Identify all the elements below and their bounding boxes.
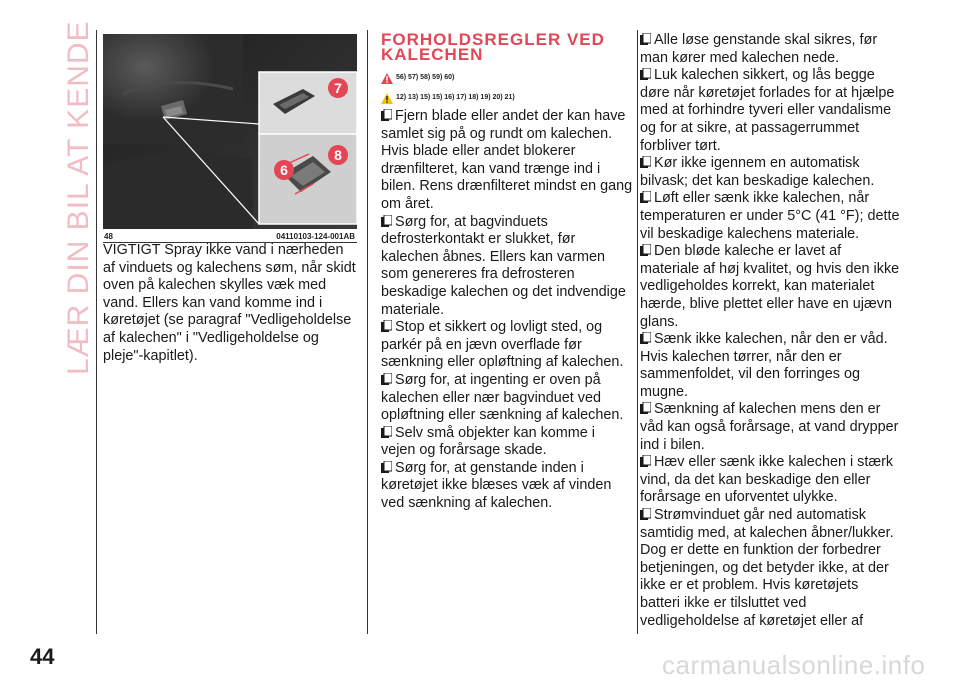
convertible-top-photo bbox=[103, 34, 357, 229]
list-item-text: Strømvinduet går ned automatisk samtidig med, at kalechen åbner/lukker. Dog er dette en funktion der forbedrer betjeningen, og det betyder ikke, at der ikke er et problem. Hvis køretøjets batteri ikke er tilsluttet ved vedligeholdelse af køretøjet eller af bbox=[640, 507, 894, 629]
bullet-icon bbox=[640, 33, 651, 45]
list-item bbox=[381, 214, 633, 320]
bullet-icon bbox=[640, 332, 651, 344]
list-item bbox=[640, 190, 902, 243]
callout-7-label: 7 bbox=[334, 80, 342, 96]
warning-refs: 56) 57) 58) 59) 60) bbox=[396, 74, 455, 82]
list-item bbox=[640, 454, 902, 507]
section-heading bbox=[381, 32, 633, 62]
bullet-icon bbox=[640, 508, 651, 520]
bullet-icon bbox=[381, 320, 392, 332]
bullet-icon bbox=[640, 244, 651, 256]
callout-6-label: 6 bbox=[280, 162, 288, 178]
figure-image bbox=[103, 34, 357, 229]
list-item-text: Fjern blade eller andet der kan have samlet sig på og rundt om kalechen. Hvis blade eller andet blokerer drænfilteret, kan vand trænge ind i bilen. Rens drænfilteret mindst en gang om året. bbox=[381, 108, 633, 212]
bullet-icon bbox=[381, 461, 392, 473]
list-item-text: Kør ikke igennem en automatisk bilvask; det kan beskadige kalechen. bbox=[640, 155, 875, 189]
bullet-icon bbox=[381, 373, 392, 385]
column-2 bbox=[381, 32, 633, 513]
caution-triangle-icon bbox=[381, 93, 393, 104]
warning-triangle-icon bbox=[381, 73, 393, 84]
list-item bbox=[381, 372, 633, 425]
col3-list bbox=[640, 32, 902, 630]
bullet-icon bbox=[381, 426, 392, 438]
list-item bbox=[640, 155, 902, 190]
list-item bbox=[640, 507, 902, 630]
left-column-rule bbox=[96, 30, 97, 634]
important-note: VIGTIGT Spray ikke vand i nærheden af vinduets og kalechens søm, når skidt oven på kalechen skylles væk med vand. Ellers kan vand komme ind i køretøjet (se paragraf "Vedligeholdelse af kalechen" i "Vedligeholdelse og pleje"-kapitlet). bbox=[103, 242, 356, 364]
list-item bbox=[381, 425, 633, 460]
heading-line-2: KALECHEN bbox=[381, 45, 484, 64]
list-item bbox=[381, 108, 633, 214]
list-item-text: Selv små objekter kan komme i vejen og forårsage skade. bbox=[381, 424, 595, 459]
column-rule-2 bbox=[637, 30, 638, 634]
list-item bbox=[640, 401, 902, 454]
figure-number: 48 bbox=[104, 232, 113, 241]
bullet-icon bbox=[640, 68, 651, 80]
list-item-text: Stop et sikkert og lovligt sted, og parkér på en jævn overflade før sænkning eller opløftning af kalechen. bbox=[381, 319, 624, 371]
page-number: 44 bbox=[30, 644, 55, 669]
list-item bbox=[381, 319, 633, 372]
col2-list bbox=[381, 108, 633, 513]
caution-refs-row bbox=[381, 88, 633, 108]
callout-8-label: 8 bbox=[334, 147, 342, 163]
list-item-text: Sænk ikke kalechen, når den er våd. Hvis kalechen tørrer, når den er sammenfoldet, vil den forringes og mugne. bbox=[640, 331, 888, 400]
list-item bbox=[640, 331, 902, 401]
list-item-text: Hæv eller sænk ikke kalechen i stærk vind, da det kan beskadige den eller forårsage en uforventet ulykke. bbox=[640, 454, 894, 506]
column-3 bbox=[640, 32, 902, 630]
figure-code: 04110103-124-001AB bbox=[276, 232, 355, 241]
list-item-text: Løft eller sænk ikke kalechen, når temperaturen er under 5°C (41 °F); dette vil beskadige kalechens materiale. bbox=[640, 190, 900, 242]
bullet-icon bbox=[640, 455, 651, 467]
bullet-icon bbox=[381, 215, 392, 227]
column-rule-1 bbox=[367, 30, 368, 634]
caution-refs: 12) 13) 15) 15) 16) 17) 18) 19) 20) 21) bbox=[396, 94, 515, 102]
bullet-icon bbox=[640, 191, 651, 203]
list-item-text: Den bløde kaleche er lavet af materiale af høj kvalitet, og hvis den ikke vedligeholdes korrekt, kan materialet hærde, blive plettet eller have en ujævn glans. bbox=[640, 243, 900, 330]
list-item-text: Sørg for, at bagvinduets defrosterkontakt er slukket, før kalechen åbnes. Ellers kan varmen som genereres fra defrosteren beskadige kalechen og det indvendige materiale. bbox=[381, 213, 626, 318]
list-item bbox=[640, 32, 902, 67]
list-item-text: Alle løse genstande skal sikres, før man kører med kalechen nede. bbox=[640, 32, 878, 66]
column-1 bbox=[103, 242, 359, 365]
heading-line-1: FORHOLDSREGLER VED bbox=[381, 30, 605, 49]
list-item-text: Luk kalechen sikkert, og lås begge døre når køretøjet forlades for at hjælpe med at forhindre tyveri eller vandalisme og for at sikre, at passagerrummet forbliver tørt. bbox=[640, 67, 895, 154]
list-item bbox=[640, 67, 902, 155]
list-item-text: Sørg for, at genstande inden i køretøjet ikke blæses væk af vinden ved sænkning af kalechen. bbox=[381, 459, 612, 512]
bullet-icon bbox=[381, 109, 392, 121]
chapter-side-title: LÆR DIN BIL AT KENDE bbox=[62, 20, 95, 375]
list-item bbox=[381, 460, 633, 513]
bullet-icon bbox=[640, 402, 651, 414]
warning-refs-row bbox=[381, 68, 633, 88]
list-item bbox=[640, 243, 902, 331]
list-item-text: Sørg for, at ingenting er oven på kalechen eller nær bagvinduet ved opløftning eller sænkning af kalechen. bbox=[381, 371, 624, 424]
bullet-icon bbox=[640, 156, 651, 168]
list-item-text: Sænkning af kalechen mens den er våd kan også forårsage, at vand drypper ind i bilen. bbox=[640, 401, 899, 453]
watermark: carmanualsonline.info bbox=[662, 650, 926, 680]
